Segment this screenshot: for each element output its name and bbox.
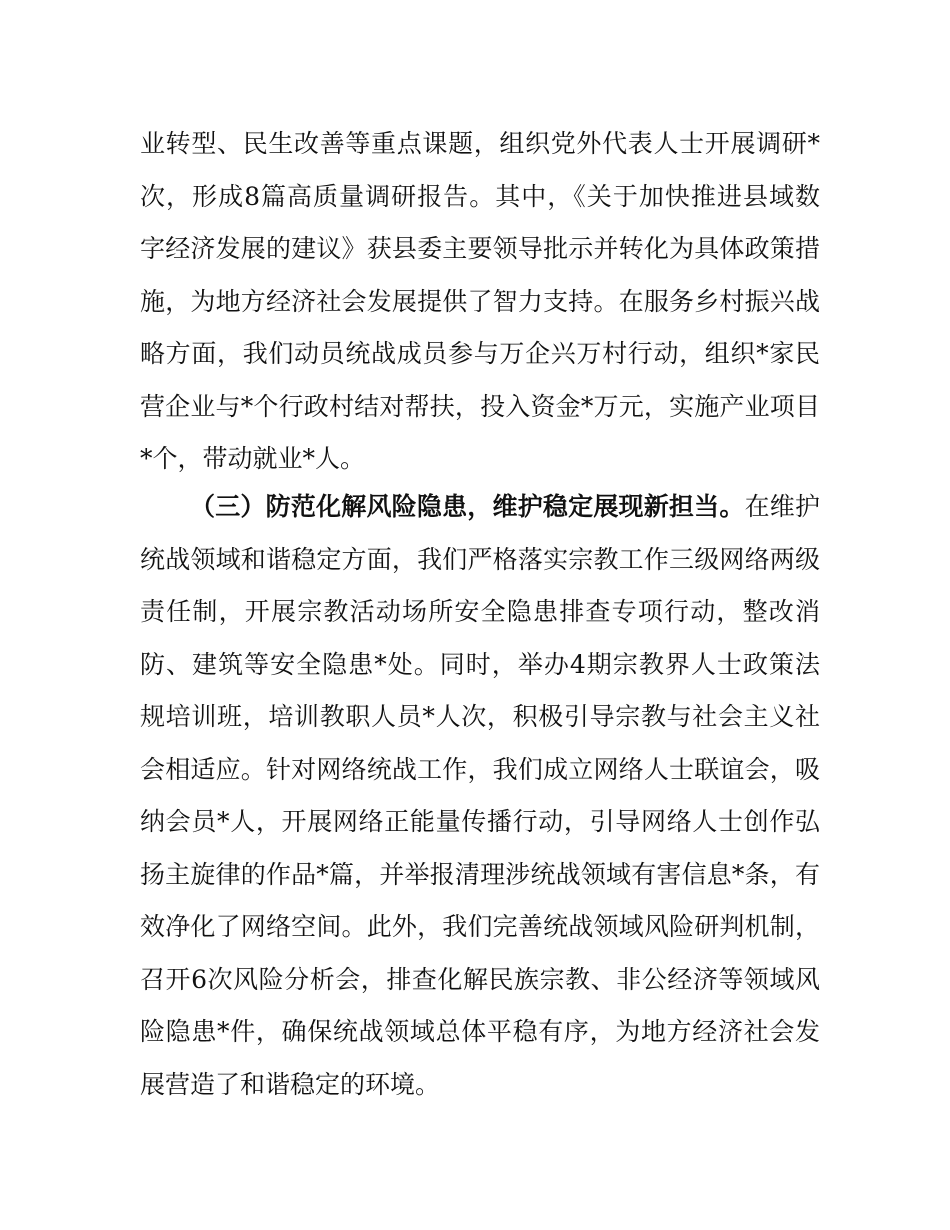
paragraph-line: 营企业与*个行政村结对帮扶，投入资金*万元，实施产业项目 (140, 391, 820, 421)
paragraph-line: 规培训班，培训教职人员*人次，积极引导宗教与社会主义社 (140, 702, 820, 731)
paragraph-1 (140, 118, 820, 486)
paragraph-line: 效净化了网络空间。此外，我们完善统战领域风险研判机制， (140, 912, 820, 941)
paragraph-line: 次，形成8篇高质量调研报告。其中，《关于加快推进县域数 (140, 181, 820, 211)
paragraph-line: 施，为地方经济社会发展提供了智力支持。在服务乡村振兴战 (140, 286, 820, 316)
paragraph-line: *个，带动就业*人。 (140, 444, 366, 473)
paragraph-first-line (140, 481, 820, 534)
paragraph-line: 纳会员*人，开展网络正能量传播行动，引导网络人士创作弘 (140, 807, 820, 836)
paragraph-line: 略方面，我们动员统战成员参与万企兴万村行动，组织*家民 (140, 339, 820, 368)
paragraph-line: 字经济发展的建议》获县委主要领导批示并转化为具体政策措 (140, 234, 820, 263)
paragraph-line: 召开6次风险分析会，排查化解民族宗教、非公经济等领域风 (140, 964, 820, 994)
paragraph-line: 险隐患*件，确保统战领域总体平稳有序，为地方经济社会发 (140, 1017, 820, 1046)
paragraph-line: 展营造了和谐稳定的环境。 (140, 1069, 441, 1099)
paragraph-line-rest: 在维护 (744, 492, 820, 521)
paragraph-line: 业转型、民生改善等重点课题，组织党外代表人士开展调研* (140, 129, 820, 158)
paragraph-2 (140, 481, 820, 1111)
paragraph-line: 责任制，开展宗教活动场所安全隐患排查专项行动，整改消 (140, 597, 820, 626)
section-heading: （三）防范化解风险隐患，维护稳定展现新担当。 (190, 492, 745, 521)
paragraph-line: 统战领域和谐稳定方面，我们严格落实宗教工作三级网络两级 (140, 544, 820, 574)
paragraph-line: 防、建筑等安全隐患*处。同时，举办4期宗教界人士政策法 (140, 649, 820, 679)
paragraph-line: 会相适应。针对网络统战工作，我们成立网络人士联谊会，吸 (140, 754, 820, 784)
paragraph-line: 扬主旋律的作品*篇，并举报清理涉统战领域有害信息*条，有 (140, 859, 820, 889)
